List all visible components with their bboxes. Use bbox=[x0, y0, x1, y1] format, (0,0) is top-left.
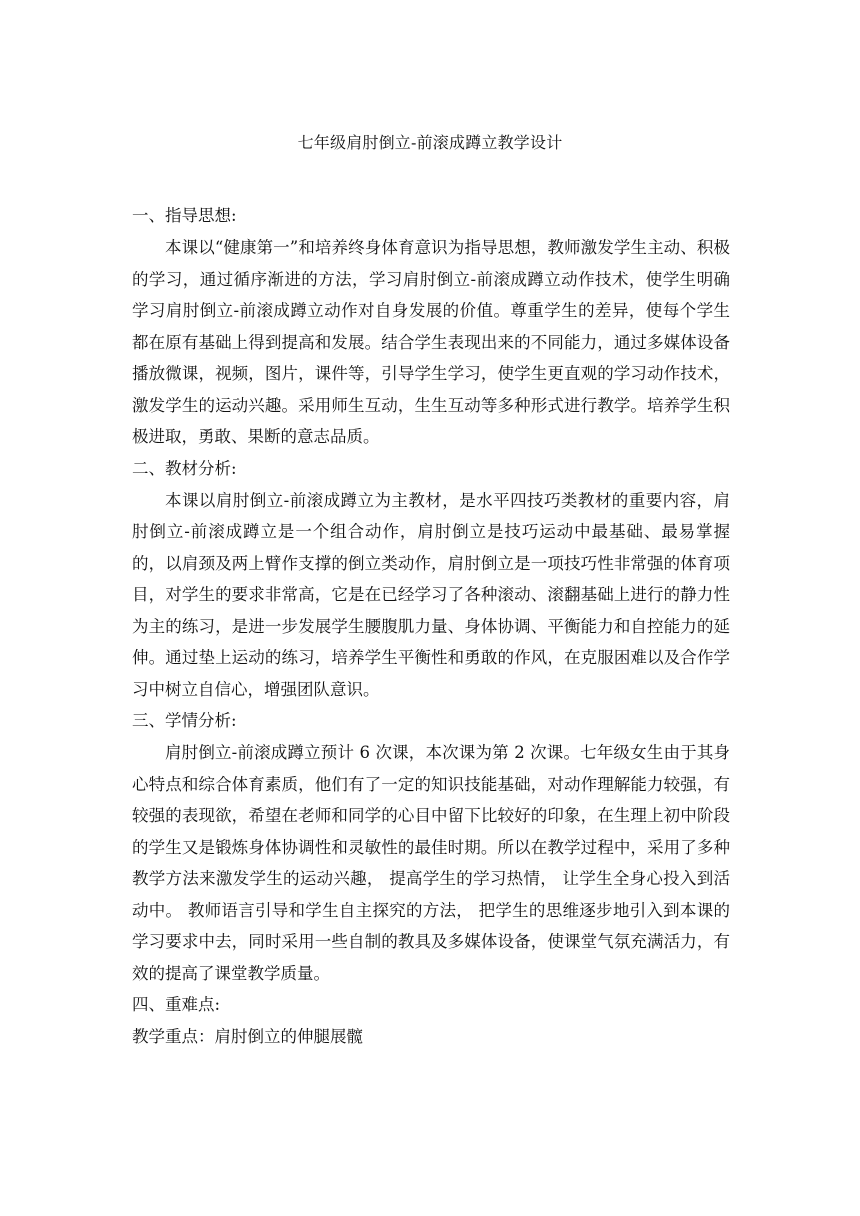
section-heading: 三、学情分析: bbox=[132, 711, 237, 730]
section-paragraph: 本课以“健康第一”和培养终身体育意识为指导思想，教师激发学生主动、积极的学习，通过循序渐进的方法，学习肩肘倒立-前滚成蹲立动作技术，使学生明确学习肩肘倒立-前滚成蹲立动作对自身发展的价值。尊重学生的差异，使每个学生都在原有基础上得到提高和发展。结合学生表现出来的不同能力，通过多媒体设备播放微课，视频，图片，课件等，引导学生学习，使学生更直观的学习动作技术，激发学生的运动兴趣。采用师生互动，生生互动等多种形式进行教学。培养学生积极进取，勇敢、果断的意志品质。 bbox=[132, 238, 730, 446]
section-heading: 二、教材分析: bbox=[132, 458, 237, 478]
document-body bbox=[132, 200, 730, 1053]
document-title: 七年级肩肘倒立-前滚成蹲立教学设计 bbox=[297, 133, 563, 152]
section-material-analysis bbox=[132, 453, 730, 706]
section-paragraph: 本课以肩肘倒立-前滚成蹲立为主教材，是水平四技巧类教材的重要内容，肩肘倒立-前滚成蹲立是一个组合动作，肩肘倒立是技巧运动中最基础、最易掌握的，以肩颈及两上臂作支撑的倒立类动作，肩肘倒立是一项技巧性非常强的体育项目，对学生的要求非常高，它是在已经学习了各种滚动、滚翻基础上进行的静力性为主的练习，是进一步发展学生腰腹肌力量、身体协调、平衡能力和自控能力的延伸。通过垫上运动的练习，培养学生平衡性和勇敢的作风，在克服困难以及合作学习中树立自信心，增强团队意识。 bbox=[132, 490, 730, 699]
section-key-points bbox=[132, 989, 730, 1053]
teaching-focus-line: 教学重点：肩肘倒立的伸腿展髋 bbox=[132, 1027, 363, 1046]
section-student-analysis bbox=[132, 705, 730, 989]
section-guiding-ideology bbox=[132, 200, 730, 453]
section-paragraph: 肩肘倒立-前滚成蹲立预计 6 次课，本次课为第 2 次课。七年级女生由于其身心特点和综合体育素质，他们有了一定的知识技能基础，对动作理解能力较强，有较强的表现欲，希望在老师和同学的心目中留下比较好的印象，在生理上初中阶段的学生又是锻炼身体协调性和灵敏性的最佳时期。所以在教学过程中，采用了多种教学方法来激发学生的运动兴趣， 提高学生的学习热情， 让学生全身心投入到活动中。 教师语言引导和学生自主探究的方法， 把学生的思维逐步地引入到本课的学习要求中去，同时采用一些自制的教具及多媒体设备，使课堂气氛充满活力，有效的提高了课堂教学质量。 bbox=[132, 743, 730, 983]
section-heading: 四、重难点: bbox=[132, 995, 221, 1014]
section-heading: 一、指导思想: bbox=[132, 206, 237, 225]
